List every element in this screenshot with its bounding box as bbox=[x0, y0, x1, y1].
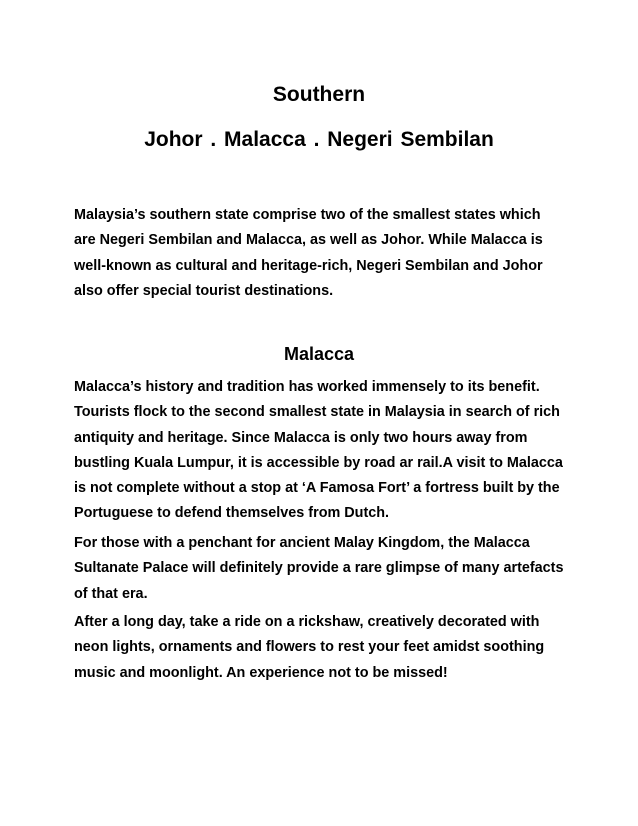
malacca-paragraph-history: Malacca’s history and tradition has worked immensely to its benefit. Tourists flock to the second smallest state in Malaysia in search of rich antiquity and heritage. Since Malacca is only two hours away from bustling Kuala Lumpur, it is accessible by road ar rail.A visit to Malacca is not complete without a stop at ‘A Famosa Fort’ a fortress built by the Portuguese to defend themselves from Dutch. bbox=[74, 379, 563, 522]
malacca-paragraph-palace: For those with a penchant for ancient Malay Kingdom, the Malacca Sultanate Palace will definitely provide a rare glimpse of many artefacts of that era. bbox=[74, 535, 564, 602]
malacca-paragraph-rickshaw: After a long day, take a ride on a rickshaw, creatively decorated with neon lights, ornaments and flowers to rest your feet amidst soothing music and moonlight. An experience not to be missed! bbox=[74, 614, 545, 681]
intro-paragraph: Malaysia’s southern state comprise two of the smallest states which are Negeri Sembilan and Malacca, as well as Johor. While Malacca is well-known as cultural and heritage-rich, Negeri Sembilan and Johor also offer special tourist destinations. bbox=[74, 207, 543, 299]
page-title: Southern bbox=[272, 83, 366, 106]
section-heading-malacca: Malacca bbox=[283, 344, 355, 364]
page-subtitle: Johor . Malacca . Negeri Sembilan bbox=[144, 128, 494, 151]
